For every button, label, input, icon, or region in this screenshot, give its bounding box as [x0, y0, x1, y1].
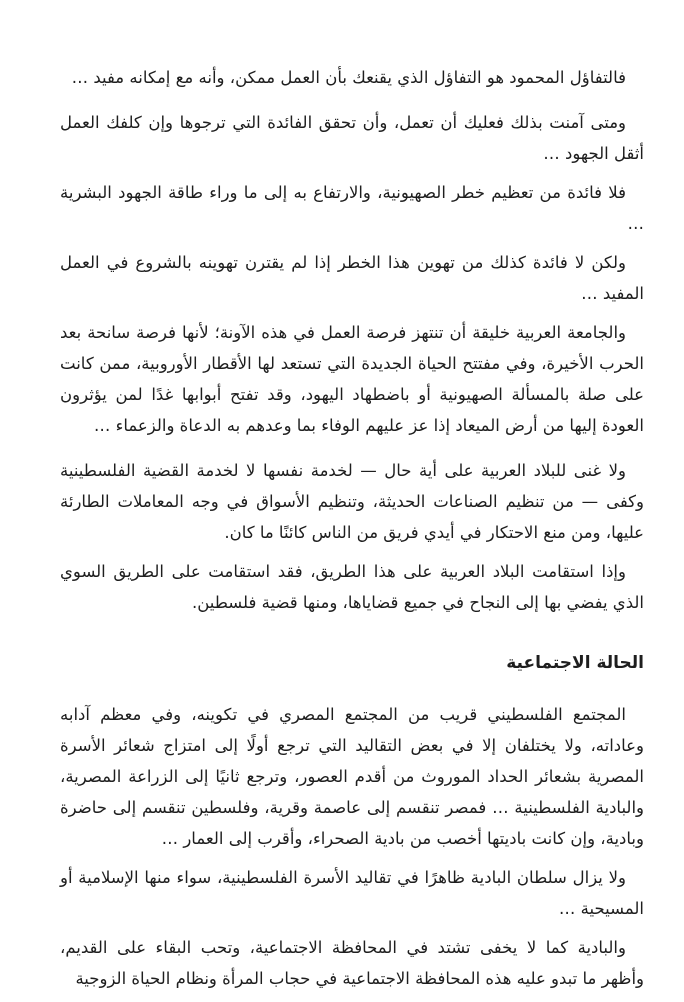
- paragraph-industry: ولا غنى للبلاد العربية على أية حال — لخدمة نفسها لا لخدمة القضية الفلسطينية وكفى — من تنظيم الصناعات الحديثة، وتنظيم الأسواق في وجه المعاملات الطارئة عليها، ومن منع الاحتكار في أيدي فريق من الناس كائنًا ما كان.: [60, 461, 644, 542]
- section-heading: الحالة الاجتماعية: [506, 653, 644, 673]
- paragraph-underestimation: ولكن لا فائدة كذلك من تهوين هذا الخطر إذا لم يقترن تهوينه بالشروع في العمل المفيد …: [60, 253, 644, 303]
- paragraph-society: المجتمع الفلسطيني قريب من المجتمع المصري في تكوينه، وفي معظم آدابه وعاداته، ولا يختلفان إلا في بعض التقاليد التي ترجع أولًا إلى امتزاج شعائر الأسرة المصرية بشعائر الحداد الموروث من أقدم العصور، وترجع ثانيًا إلى الزراعة المصرية، والبادية الفلسطينية … فمصر تنقسم إلى عاصمة وقرية، وفلسطين تنقسم إلى حاضرة وبادية، وإن كانت باديتها أخصب من بادية الصحراء، وأقرب إلى العمار …: [60, 705, 644, 848]
- paragraph-zionism-danger: فلا فائدة من تعظيم خطر الصهيونية، والارتفاع به إلى ما وراء طاقة الجهود البشرية …: [60, 183, 644, 233]
- document-page: [60, 62, 644, 1002]
- paragraph-work: ومتى آمنت بذلك فعليك أن تعمل، وأن تحقق الفائدة التي ترجوها وإن كلفك العمل أثقل الجهود …: [60, 113, 644, 163]
- paragraph-conservatism: والبادية كما لا يخفى تشتد في المحافظة الاجتماعية، وتحب البقاء على القديم، وأظهر ما تبدو عليه هذه المحافظة الاجتماعية في حجاب المرأة ونظام الحياة الزوجية: [60, 938, 644, 988]
- paragraph-arab-league: والجامعة العربية خليقة أن تنتهز فرصة العمل في هذه الآونة؛ لأنها فرصة سانحة بعد الحرب الأخيرة، وفي مفتتح الحياة الجديدة التي تستعد لها الأقطار الأوروبية، ممن كانت على صلة بالمسألة الصهيونية أو باضطهاد اليهود، وقد تفتح أبوابها غدًا لمن يؤثرون العودة إليها من أرض الميعاد إذا عز عليهم الوفاء بما وعدهم به الدعاة والزعماء …: [60, 323, 644, 435]
- paragraph-optimism: فالتفاؤل المحمود هو التفاؤل الذي يقنعك بأن العمل ممكن، وأنه مع إمكانه مفيد …: [71, 68, 626, 87]
- paragraph-right-path: وإذا استقامت البلاد العربية على هذا الطريق، فقد استقامت على الطريق السوي الذي يفضي بها إلى النجاح في جميع قضاياها، ومنها قضية فلسطين.: [60, 562, 644, 612]
- paragraph-bedouin-authority: ولا يزال سلطان البادية ظاهرًا في تقاليد الأسرة الفلسطينية، سواء منها الإسلامية أو المسيحية …: [60, 868, 644, 918]
